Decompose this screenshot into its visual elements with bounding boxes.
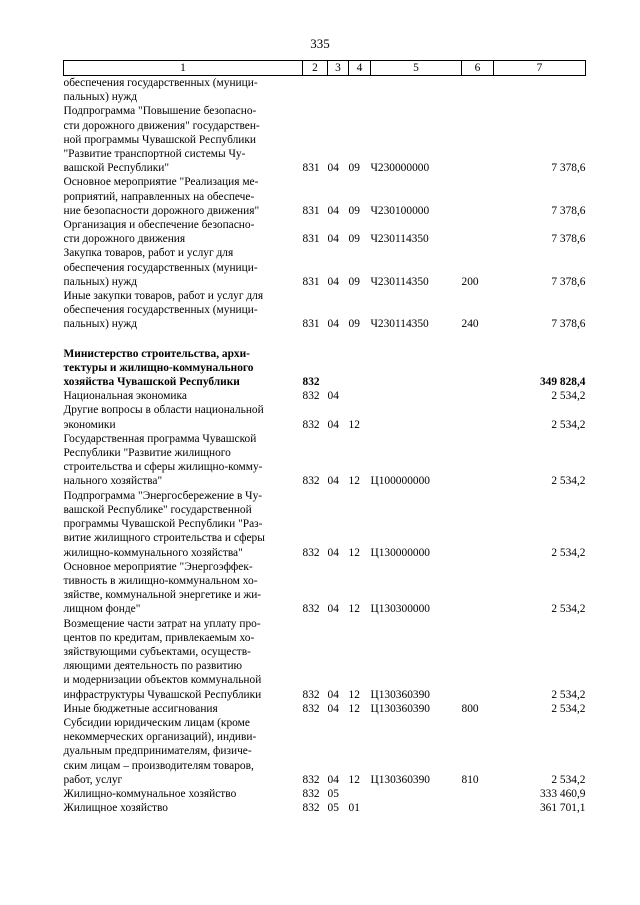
row-name-line: обеспечения государственных (муници- [63,304,258,317]
row-name-line: хозяйства Чувашской Республики [63,376,240,389]
amount: 2 534,2 [551,773,586,786]
subsection-code: 09 [348,318,360,331]
row-name-line: тектуры и жилищно-коммунального [63,361,254,374]
table-row [64,403,586,431]
row-name [64,289,303,332]
header-row [64,61,586,76]
section-code: 04 [327,773,339,786]
amount: 2 534,2 [551,603,586,616]
admin-code: 831 [302,275,320,288]
row-name-line: сти дорожного движения [63,233,186,246]
section-code: 05 [327,802,339,815]
expense-type-code: 200 [461,275,479,288]
row-name [64,246,303,289]
expense-type-code [462,801,494,815]
row-name-line: экономики [63,418,116,431]
target-article-code [371,389,462,403]
expense-type-code: 800 [461,702,479,715]
row-name-line: Республики "Развитие жилищного [63,447,231,460]
table-row [64,347,586,390]
row-name-line: ским лицам – производителям товаров, [63,759,254,772]
subsection-code: 12 [348,773,360,786]
expense-type-code [462,787,494,801]
admin-code: 832 [302,390,320,403]
admin-code: 831 [302,233,320,246]
expense-type-code [462,489,494,560]
row-name-line: обеспечения государственных (муници- [63,261,258,274]
section-code: 04 [327,418,339,431]
target-article-code: Ц100000000 [370,475,430,488]
target-article-code [371,76,462,105]
table-row [64,801,586,815]
budget-table [63,60,586,815]
admin-code: 831 [302,204,320,217]
row-name-line: дуальным предпринимателям, физиче- [63,745,252,758]
subsection-code: 09 [348,162,360,175]
expense-type-code [462,560,494,617]
expense-type-code: 810 [461,773,479,786]
row-name-line: инфраструктуры Чувашской Республики [63,688,262,701]
amount: 2 534,2 [551,702,586,715]
expense-type-code: 240 [461,318,479,331]
header-col-5: 5 [371,61,462,76]
row-name-line: вашской Республики" [63,162,169,175]
row-name [64,403,303,431]
row-name-line: витие жилищного строительства и сферы [63,532,265,545]
section-code: 04 [327,275,339,288]
row-name-line: Государственная программа Чувашской [63,432,257,445]
row-name-line: Основное мероприятие "Реализация ме- [63,176,259,189]
page-number: 335 [310,36,330,51]
admin-code: 832 [302,688,320,701]
row-name-line: Закупка товаров, работ и услуг для [63,247,234,260]
target-article-code [371,801,462,815]
row-name-line: Организация и обеспечение безопасно- [63,219,255,232]
section-code: 04 [327,546,339,559]
row-name-line: центов по кредитам, привлекаемым хо- [63,631,255,644]
admin-code [303,76,328,105]
table-row [64,787,586,801]
row-name-line: "Развитие транспортной системы Чу- [63,148,246,161]
subsection-code: 12 [348,603,360,616]
admin-code: 832 [302,702,320,715]
row-name-line: Жилищно-коммунальное хозяйство [63,787,237,800]
row-name-line: пальных) нужд [63,275,138,288]
subsection-code: 12 [348,475,360,488]
row-name-line: Подпрограмма "Энергосбережение в Чу- [63,489,263,502]
amount: 2 534,2 [551,418,586,431]
amount: 7 378,6 [551,162,586,175]
row-name-line: строительства и сферы жилищно-комму- [63,461,263,474]
row-name [64,218,303,246]
row-name-line: Жилищное хозяйство [63,802,169,815]
section-code: 04 [327,688,339,701]
target-article-code: Ч230114350 [370,318,429,331]
amount: 2 534,2 [551,390,586,403]
admin-code: 831 [302,162,320,175]
table-row [64,218,586,246]
row-name-line: Другие вопросы в области национальной [63,404,264,417]
admin-code: 832 [302,787,320,800]
target-article-code: Ч230000000 [370,162,430,175]
subsection-code: 09 [348,204,360,217]
row-name-line: работ, услуг [63,773,123,786]
expense-type-code [462,218,494,246]
row-name-line: ние безопасности дорожного движения" [63,204,260,217]
amount: 7 378,6 [551,318,586,331]
subsection-code [349,787,371,801]
table-row [64,432,586,489]
target-article-code: Ц130000000 [370,546,430,559]
row-name-line: тивность в жилищно-коммунальном хо- [63,574,258,587]
row-name-line: Национальная экономика [63,390,187,403]
section-code: 04 [327,475,339,488]
row-name [64,347,303,390]
row-name-line: ной программы Чувашской Республики [63,133,257,146]
row-name [64,389,303,403]
section-code: 04 [327,233,339,246]
admin-code: 832 [302,546,320,559]
row-name-line: зяйстве, коммунальной энергетике и жи- [63,589,262,602]
row-name-line: пальных) нужд [63,91,138,104]
row-name-line: зяйствующими субъектами, осуществ- [63,645,251,658]
table-row [64,560,586,617]
admin-code: 832 [302,418,320,431]
section-code: 04 [327,318,339,331]
amount: 7 378,6 [551,233,586,246]
subsection-code: 09 [348,275,360,288]
row-name [64,560,303,617]
row-name-line: Субсидии юридическим лицам (кроме [63,716,250,729]
row-name-line: ляющими деятельность по развитию [63,660,243,673]
table-row [64,246,586,289]
amount: 2 534,2 [551,546,586,559]
row-name [64,76,303,105]
subsection-code: 09 [348,233,360,246]
table-row [64,489,586,560]
expense-type-code [462,432,494,489]
admin-code: 832 [302,376,320,389]
amount: 2 534,2 [551,475,586,488]
row-name-line: Основное мероприятие "Энергоэффек- [63,560,253,573]
target-article-code: Ч230114350 [370,275,429,288]
row-name-line: пальных) нужд [63,318,138,331]
admin-code: 832 [302,475,320,488]
target-article-code [371,347,462,390]
amount: 2 534,2 [551,688,586,701]
expense-type-code [462,347,494,390]
row-name-line: лищном фонде" [63,603,141,616]
admin-code: 832 [302,773,320,786]
row-name-line: Подпрограмма "Повышение безопасно- [63,105,257,118]
row-name-line: Министерство строительства, архи- [63,347,250,360]
row-name-line: сти дорожного движения" государствен- [63,119,260,132]
header-col-6: 6 [462,61,494,76]
target-article-code: Ч230114350 [370,233,429,246]
row-name [64,104,303,175]
section-code [328,76,349,105]
row-name [64,787,303,801]
expense-type-code [462,104,494,175]
amount: 7 378,6 [551,204,586,217]
section-code: 05 [327,787,339,800]
subsection-code [349,389,371,403]
row-name [64,801,303,815]
expense-type-code [462,617,494,702]
subsection-code: 01 [348,802,360,815]
subsection-code: 12 [348,418,360,431]
table-row [64,289,586,332]
target-article-code [371,403,462,431]
table-row [64,702,586,716]
subsection-code: 12 [348,688,360,701]
row-name-line: Иные бюджетные ассигнования [63,702,218,715]
section-code: 04 [327,204,339,217]
spacer-row [64,332,586,347]
section-code [328,347,349,390]
target-article-code: Ц130360390 [370,773,430,786]
target-article-code: Ц130300000 [370,603,430,616]
row-name-line: обеспечения государственных (муници- [63,77,258,89]
amount [494,76,586,105]
table-row [64,389,586,403]
row-name [64,489,303,560]
subsection-code [349,347,371,390]
row-name-line: роприятий, направленных на обеспече- [63,190,255,203]
admin-code: 832 [302,603,320,616]
table-row [64,175,586,218]
table-row [64,617,586,702]
budget-table-body [64,76,586,816]
amount: 349 828,4 [539,376,586,389]
subsection-code: 12 [348,546,360,559]
table-row [64,716,586,787]
subsection-code: 12 [348,702,360,715]
header-col-4: 4 [349,61,371,76]
section-code: 04 [327,390,339,403]
row-name-line: Иные закупки товаров, работ и услуг для [63,290,264,303]
row-name-line: жилищно-коммунального хозяйства" [63,546,243,559]
spacer-cell [64,332,586,347]
target-article-code: Ц130360390 [370,688,430,701]
row-name-line: некоммерческих организаций), индиви- [63,731,257,744]
amount: 7 378,6 [551,275,586,288]
row-name [64,716,303,787]
header-col-3: 3 [328,61,349,76]
subsection-code [349,76,371,105]
expense-type-code [462,389,494,403]
admin-code: 831 [302,318,320,331]
target-article-code: Ч230100000 [370,204,430,217]
row-name-line: программы Чувашской Республики "Раз- [63,518,263,531]
amount: 333 460,9 [539,787,586,800]
expense-type-code [462,403,494,431]
header-col-7: 7 [494,61,586,76]
row-name-line: Возмещение части затрат на уплату про- [63,617,261,630]
row-name [64,617,303,702]
row-name [64,702,303,716]
section-code: 04 [327,162,339,175]
expense-type-code [462,175,494,218]
section-code: 04 [327,603,339,616]
section-code: 04 [327,702,339,715]
amount: 361 701,1 [539,802,586,815]
table-row [64,104,586,175]
row-name [64,432,303,489]
row-name-line: нального хозяйства" [63,475,163,488]
row-name-line: вашской Республике" государственной [63,503,252,516]
row-name-line: и модернизации объектов коммунальной [63,674,262,687]
table-row [64,76,586,105]
header-col-2: 2 [303,61,328,76]
header-col-1: 1 [64,61,303,76]
expense-type-code [462,76,494,105]
target-article-code [371,787,462,801]
admin-code: 832 [302,802,320,815]
target-article-code: Ц130360390 [370,702,430,715]
row-name [64,175,303,218]
